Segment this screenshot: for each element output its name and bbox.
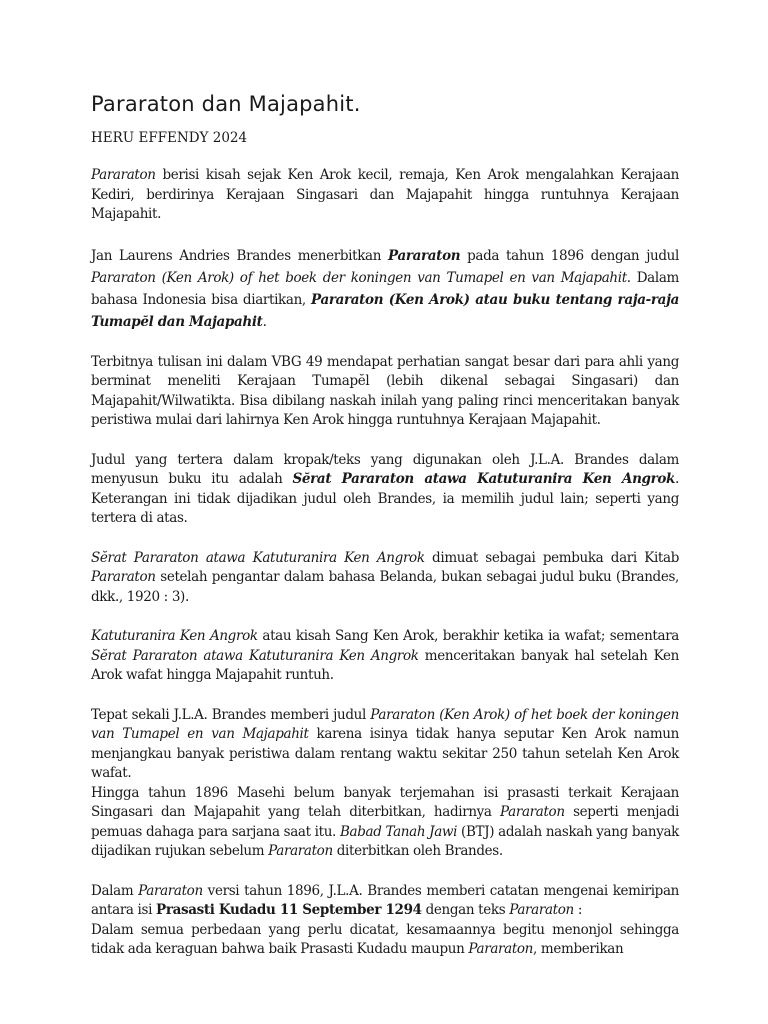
text-italic: Pararaton	[91, 569, 156, 585]
paragraph-6	[91, 627, 679, 686]
text: Dalam	[91, 882, 139, 899]
author-line: HERU EFFENDY 2024	[91, 130, 248, 146]
text-italic: Pararaton	[91, 167, 156, 183]
text-bold-italic: Sĕrat Pararaton atawa Katuturanira Ken Angrok	[292, 471, 676, 487]
text: diterbitkan oleh Brandes.	[332, 843, 503, 859]
text-italic: Pararaton	[138, 882, 203, 899]
text: seperti menjadi pemuas dahaga para sarjana saat itu.	[91, 804, 679, 840]
text-italic: Pararaton (Ken Arok) of het boek der koningen van Tumapel en van Majapahit	[91, 706, 679, 742]
text: . Dalam bahasa Indonesia bisa diartikan,	[91, 269, 679, 308]
text-italic: Sĕrat Pararaton atawa Katuturanira Ken Angrok	[91, 549, 425, 566]
text: , memberikan	[533, 941, 624, 957]
document-body	[91, 92, 679, 960]
text: Judul yang tertera dalam kropak/teks yang digunakan oleh J.L.A. Brandes dalam menyusun buku itu adalah	[91, 451, 679, 487]
text: Hingga tahun 1896 Masehi belum banyak terjemahan isi prasasti terkait Kerajaan Singasari dan Majapahit yang telah diterbitkan, hadirnya	[91, 784, 679, 820]
text: atau kisah Sang Ken Arok, berakhir ketika ia wafat; sementara	[257, 628, 679, 644]
text-bold: Prasasti Kudadu 11 September 1294	[156, 902, 422, 918]
text-italic: Katuturanira Ken Angrok	[91, 628, 258, 644]
text: setelah pengantar dalam bahasa Belanda, bukan sebagai judul buku (Brandes, dkk., 1920 : 3).	[91, 569, 679, 605]
text: dimuat sebagai pembuka dari Kitab	[424, 549, 679, 566]
text-italic: Pararaton	[509, 902, 574, 918]
text: Tepat sekali J.L.A. Brandes memberi judul	[91, 706, 371, 723]
text: dengan teks	[421, 902, 510, 918]
text-bold-italic: Pararaton	[388, 247, 461, 264]
paragraph-2	[91, 245, 679, 333]
text-italic: Pararaton	[268, 843, 333, 859]
text-italic: Sĕrat Pararaton atawa Katuturanira Ken Angrok	[91, 647, 419, 664]
text: Jan Laurens Andries Brandes menerbitkan	[91, 247, 389, 264]
text: karena isinya tidak hanya seputar Ken Arok namun menjangkau banyak peristiwa dalam rentang waktu sekitar 250 tahun setelah Ken Arok wafat.	[91, 726, 679, 781]
paragraph-4	[91, 451, 679, 529]
text-bold-italic: Pararaton (Ken Arok) atau buku tentang raja-raja Tumapĕl dan Majapahit	[91, 291, 679, 330]
text: Dalam semua perbedaan yang perlu dicatat, kesamaannya begitu menonjol sehingga tidak ada keraguan bahwa baik Prasasti Kudadu maupun	[91, 921, 679, 957]
paragraph-8	[91, 784, 679, 862]
text: pada tahun 1896 dengan judul	[460, 247, 679, 264]
text: .	[262, 313, 267, 330]
text: :	[573, 902, 583, 918]
text: . Keterangan ini tidak dijadikan judul oleh Brandes, ia memilih judul lain; seperti yang tertera di atas.	[91, 471, 679, 526]
text: Terbitnya tulisan ini dalam VBG 49 mendapat perhatian sangat besar dari para ahli yang berminat meneliti Kerajaan Tumapĕl (lebih dikenal sebagai Singasari) dan Majapahit/Wilwatikta. Bisa dibilang naskah inilah yang paling rinci menceritakan banyak peristiwa mulai dari lahirnya Ken Arok hingga runtuhnya Kerajaan Majapahit.	[91, 353, 679, 428]
paragraph-5	[91, 549, 679, 608]
text-italic: Pararaton	[500, 804, 565, 820]
paragraph-10	[91, 921, 679, 960]
text: versi tahun 1896, J.L.A. Brandes memberi catatan mengenai kemiripan antara isi	[91, 882, 680, 918]
text: menceritakan banyak hal setelah Ken Arok wafat hingga Majapahit runtuh.	[91, 647, 679, 683]
text: (BTJ) adalah naskah yang banyak dijadikan rujukan sebelum	[91, 823, 680, 859]
text-italic: Babad Tanah Jawi	[339, 823, 458, 840]
paragraph-3	[91, 353, 679, 431]
text-italic: Pararaton	[468, 941, 534, 957]
document-title: Pararaton dan Majapahit.	[91, 92, 361, 116]
text-italic: Pararaton (Ken Arok) of het boek der koningen van Tumapel en van Majapahit	[91, 269, 627, 286]
text: berisi kisah sejak Ken Arok kecil, remaja, Ken Arok mengalahkan Kerajaan Kediri, berdirinya Kerajaan Singasari dan Majapahit hingga runtuhnya Kerajaan Majapahit.	[91, 167, 679, 222]
paragraph-7	[91, 706, 679, 784]
paragraph-1	[91, 166, 679, 225]
paragraph-9	[91, 882, 679, 921]
